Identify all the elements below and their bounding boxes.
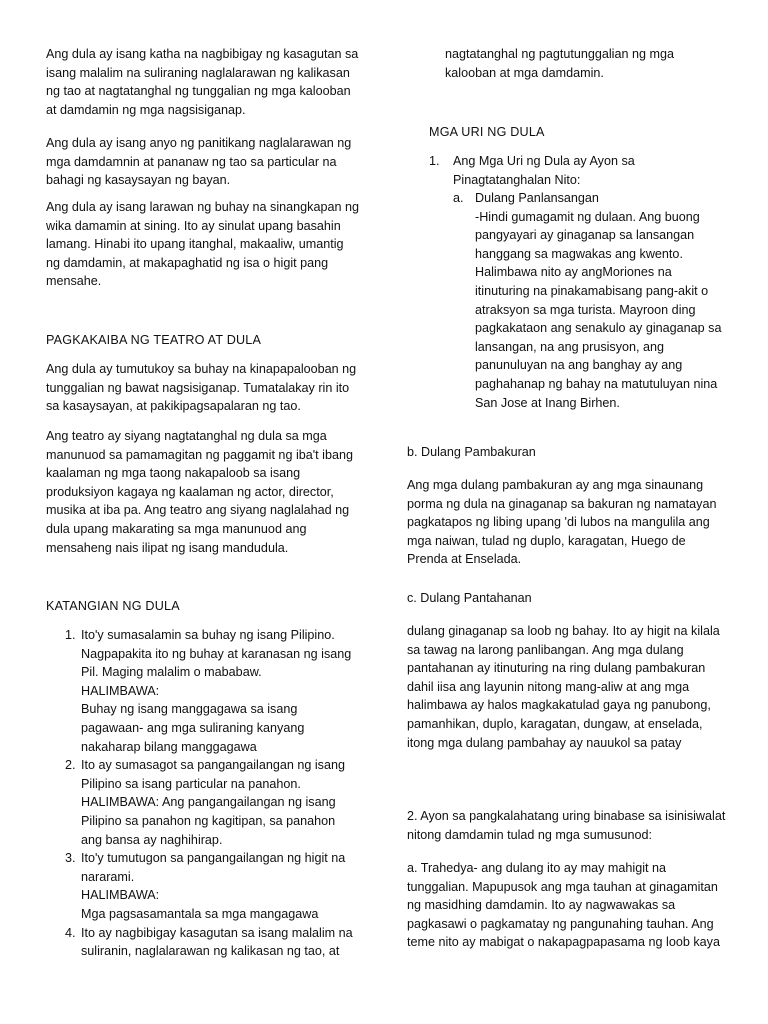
list-number: 3. (65, 851, 76, 866)
text-line: Ito ay nagbibigay kasagutan sa isang malalim na (81, 925, 353, 940)
text-line: nararami. (81, 869, 135, 884)
list-item (46, 849, 368, 923)
text-line: Nagpapakita ito ng buhay at karanasan ng isang (81, 646, 352, 661)
text-line: pagkakataon ang senakulo ay ginaganap sa (475, 321, 722, 336)
text-line: lamang. Hinabi ito upang itanghal, makaaliw, umantig (46, 237, 344, 252)
text-line: pagkatapos ng libing upang 'di lubos na mangulila ang (407, 515, 710, 530)
text-line: Ang dula ay isang anyo ng panitikang naglalarawan ng (46, 136, 352, 150)
text-line: at damdamin ng mga nagsisiganap. (46, 102, 246, 117)
text-line: HALIMBAWA: Ang pangangailangan ng isang (81, 795, 336, 810)
text-line: ang bansa ay naghihirap. (81, 832, 223, 847)
text-line: Pinagtatanghalan Nito: (453, 172, 581, 187)
heading-dulang-pambakuran: b. Dulang Pambakuran (407, 445, 536, 459)
list-number: 1. (429, 154, 440, 168)
text-line: Ang mga dulang pambakuran ay ang mga sinaunang (407, 478, 704, 492)
paragraph-definition-2 (46, 134, 351, 190)
text-line: Ang dula ay isang larawan ng buhay na sinangkapan ng (46, 200, 359, 214)
text-line: halimbawa ay halos magkakatulad gaya ng panubong, (407, 698, 711, 713)
text-line: ng tao at nagtatanghal ng tunggalian ng mga kalooban (46, 84, 351, 99)
text-line: Buhay ng isang manggagawa sa isang (81, 702, 298, 717)
paragraph-pambakuran (407, 476, 737, 569)
list-item-text (453, 152, 733, 189)
text-line: isang malalim na suliraning naglalarawan ng kalikasan (46, 65, 350, 80)
text-line: Ito ay sumasagot sa pangangailangan ng isang (81, 758, 345, 773)
heading-pagkakaiba: PAGKAKAIBA NG TEATRO AT DULA (46, 333, 262, 347)
text-line: Pilipino sa panahon ng kagitipan, sa panahon (81, 813, 336, 828)
list-number: 1. (65, 628, 76, 642)
text-line: Dulang Panlansangan (475, 191, 599, 205)
text-line: lansangan, na ang prusisyon, ang (475, 339, 665, 354)
text-line: nitong damdamin tulad ng mga sumusunod: (407, 827, 653, 842)
paragraph-definition-1 (46, 45, 358, 119)
paragraph-continuation (445, 45, 674, 82)
text-line: Prenda at Enselada. (407, 552, 522, 567)
sub-item-letter: a. (453, 191, 464, 205)
list-item (46, 924, 368, 961)
text-line: kalooban at mga damdamin. (445, 65, 604, 80)
text-line: mensahe. (46, 274, 102, 289)
text-line: pagawaan- ang mga suliraning kanyang (81, 720, 305, 735)
text-line: bahagi ng kasaysayan ng bayan. (46, 173, 231, 188)
text-line: mga damdamnin at pananaw ng tao sa particular na (46, 154, 337, 169)
text-line: pangyayari ay ginaganap sa lansangan (475, 228, 695, 243)
text-line: paghahanap ng bahay na matutuluyan nina (475, 376, 718, 391)
text-line: dula upang makarating sa mga manunuod ang (46, 521, 307, 536)
text-line: -Hindi gumagamit ng dulaan. Ang buong (475, 209, 700, 224)
text-line: ng damdamin, at makapaghatid ng isa o higit pang (46, 255, 329, 270)
text-line: tunggalian. Mapupusok ang mga tauhan at ginagamitan (407, 879, 718, 894)
text-line: wika damamin at sining. Ito ay sinulat upang basahin (46, 218, 341, 233)
text-line: manunuod sa pamamagitan ng paggamit ng iba't ibang (46, 447, 353, 462)
text-line: sa kasaysayan, at pakikipagsapalaran ng tao. (46, 399, 301, 414)
paragraph-pantahanan (407, 622, 737, 752)
katangian-list (46, 626, 368, 961)
paragraph-ayon (407, 807, 737, 844)
list-item (46, 756, 368, 849)
text-line: Ito'y tumutugon sa pangangailangan ng higit na (81, 851, 346, 866)
text-line: ng masidhing damdamin. Ito ay nagwawakas sa (407, 898, 676, 913)
text-line: mga naiwan, tulad ng duplo, karagatan, Huego de (407, 533, 686, 548)
heading-mga-uri: MGA URI NG DULA (429, 125, 545, 139)
text-line: Ang teatro ay siyang nagtatanghal ng dula sa mga (46, 429, 327, 443)
text-line: Ang Mga Uri ng Dula ay Ayon sa (453, 154, 635, 168)
text-line: Ang dula ay isang katha na nagbibigay ng kasagutan sa (46, 47, 359, 61)
text-line: porma ng dula na ginaganap sa bakuran ng namatayan (407, 496, 717, 511)
text-line: itong mga dulang pambahay ay nauukol sa patay (407, 735, 682, 750)
paragraph-trahedya (407, 859, 737, 952)
text-line: atraksyon sa mga turista. Mayroon ding (475, 302, 696, 317)
text-line: Ang dula ay tumutukoy sa buhay na kinapapalooban ng (46, 362, 357, 376)
text-line: pantahanan ay itinuturing na ring dulang pambakuran (407, 661, 706, 676)
text-line: Mga pagsasamantala sa mga mangagawa (81, 906, 319, 921)
text-line: a. Trahedya- ang dulang ito ay may mahigit na (407, 861, 667, 875)
list-number: 2. (65, 758, 76, 773)
text-line: 2. Ayon sa pangkalahatang uring binabase sa isinisiwalat (407, 809, 726, 823)
text-line: San Jose at Inang Birhen. (475, 395, 620, 410)
text-line: dahil iisa ang layunin nitong mang-aliw at ang mga (407, 679, 690, 694)
text-line: produksiyon kagaya ng kaalaman ng actor, director, (46, 484, 334, 499)
heading-katangian: KATANGIAN NG DULA (46, 599, 180, 613)
text-line: tunggalian ng bawat nagsisiganap. Tumatalakay rin ito (46, 380, 350, 395)
sub-item-a-text (475, 189, 737, 412)
paragraph-teatro (46, 427, 353, 557)
text-line: HALIMBAWA: (81, 683, 160, 698)
text-line: suliranin, naglalarawan ng kalikasan ng tao, at (81, 944, 340, 959)
text-line: dulang ginaganap sa loob ng bahay. Ito ay higit na kilala (407, 624, 720, 638)
text-line: Halimbawa nito ay angMoriones na (475, 265, 672, 280)
text-line: HALIMBAWA: (81, 888, 160, 903)
paragraph-dula (46, 360, 356, 416)
paragraph-definition-3 (46, 198, 359, 291)
text-line: Pil. Maging malalim o mababaw. (81, 665, 262, 680)
text-line: pamanhikan, duplo, karagatan, dungaw, at enselada, (407, 716, 703, 731)
text-line: mensaheng nais ilipat ng isang mandudula. (46, 540, 289, 555)
heading-dulang-pantahanan: c. Dulang Pantahanan (407, 591, 532, 605)
list-number: 4. (65, 925, 76, 940)
text-line: nagtatanghal ng pagtutunggalian ng mga (445, 47, 674, 61)
text-line: Ito'y sumasalamin sa buhay ng isang Pilipino. (81, 628, 335, 642)
text-line: pagkasawi o pagkamatay ng pangunahing tauhan. Ang (407, 916, 714, 931)
text-line: musika at iba pa. Ang teatro ang siyang naglalahad ng (46, 503, 350, 518)
text-line: Pilipino sa isang particular na panahon. (81, 776, 301, 791)
text-line: panunuluyan na ang banghay ay ang (475, 358, 683, 373)
text-line: sa tawag na larong panlibangan. Ang mga dulang (407, 642, 684, 657)
text-line: nakaharap bilang manggagawa (81, 739, 257, 754)
text-line: hanggang sa magwakas ang kwento. (475, 246, 683, 261)
list-item (46, 626, 368, 756)
text-line: itinuturing na pinakamabisang pang-akit o (475, 283, 709, 298)
text-line: kaalaman ng mga taong nakapaloob sa isang (46, 466, 301, 481)
text-line: teme nito ay mabigat o nakapagpapasama ng loob kaya (407, 935, 720, 950)
